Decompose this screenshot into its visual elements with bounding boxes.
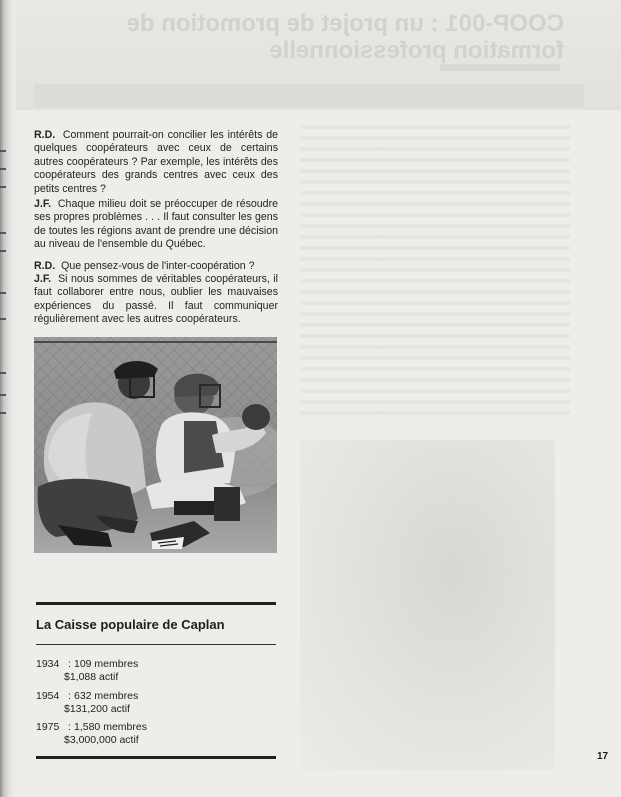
interview-paragraph [34,198,278,252]
interview-paragraph [34,260,278,273]
entry-members: 632 membres [74,690,139,702]
entry-members: 1,580 membres [74,721,147,733]
entry-assets: $1,088 actif [64,671,119,683]
entry-year: 1954 [36,690,60,702]
page-gutter [0,0,16,797]
history-entry: 1975 : 1,580 membres $3,000,000 actif [36,721,147,746]
entry-year: 1934 [36,658,60,670]
bleed-through-byline [440,64,560,71]
speaker-label: J.F. [34,198,52,211]
interview-paragraph [34,273,278,327]
paragraph-text: Si nous sommes de véritables coopérateurs, il faut collaborer entre nous, oublier les mauvaises expériences du passé. Il faut communiquer régulièrement avec les autres coopérateurs. [34,273,279,326]
paragraph-text: Que pensez-vous de l'inter-coopération ? [61,259,255,272]
interview-paragraph [34,129,278,196]
speaker-label: R.D. [34,259,56,272]
bleed-through-bar [34,84,584,108]
history-entry: 1934 : 109 membres $1,088 actif [36,658,139,683]
paragraph-text: Comment pourrait-on concilier les intérêts de quelques coopérateurs avec ceux de certains autres coopérateurs ? Par exemple, les intérêts des coopérateurs des grands centres avec ceux des petits centres ? [34,129,278,195]
sidebar-title: La Caisse populaire de Caplan [36,617,225,632]
bleed-through-column [300,118,570,418]
interview-text [34,129,278,335]
entry-members: 109 membres [74,658,139,670]
entry-year: 1975 [36,721,60,733]
paragraph-text: Chaque milieu doit se préoccuper de résoudre ses propres problèmes . . . Il faut consulter les gens de toutes les régions avant de prendre une décision au niveau de l'ensemble du Québec. [34,198,278,251]
baseball-photo [34,337,277,553]
sidebar-title-rule [36,644,276,645]
sidebar-bottom-rule [36,756,276,759]
speaker-label: J.F. [34,273,52,286]
speaker-label: R.D. [34,129,56,141]
entry-assets: $131,200 actif [64,703,130,715]
bleed-through-photo [300,440,555,770]
page-number: 17 [597,751,609,762]
sidebar-top-rule [36,602,276,605]
history-entry: 1954 : 632 membres $131,200 actif [36,690,139,715]
entry-assets: $3,000,000 actif [64,734,139,746]
bleed-through-title: COOP-001 : un projet de promotion de formation professionnelle [126,10,564,64]
